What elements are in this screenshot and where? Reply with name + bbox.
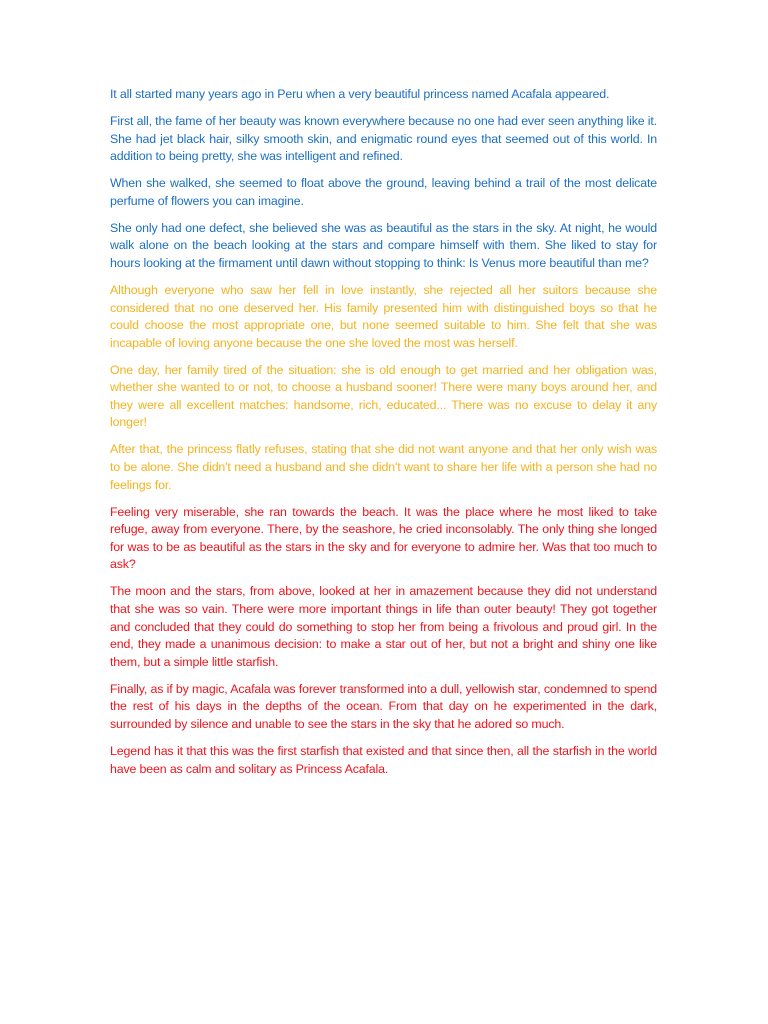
document-page — [110, 86, 657, 787]
story-paragraph: She only had one defect, she believed she was as beautiful as the stars in the sky. At night, he would walk alone on the beach looking at the stars and compare himself with them. She liked to stay for hours looking at the firmament until dawn without stopping to think: Is Venus more beautiful than me? — [110, 220, 657, 270]
story-paragraph: After that, the princess flatly refuses, stating that she did not want anyone and that her only wish was to be alone. She didn't need a husband and she didn't want to share her life with a person she had no feelings for. — [110, 442, 657, 492]
story-paragraph: Feeling very miserable, she ran towards the beach. It was the place where he most liked to take refuge, away from everyone. There, by the seashore, he cried inconsolably. The only thing she longed for was to be as beautiful as the stars in the sky and for everyone to admire her. Was that too much to ask? — [110, 504, 657, 572]
story-paragraph: The moon and the stars, from above, looked at her in amazement because they did not understand that she was so vain. There were more important things in life than outer beauty! They got together and concluded that they could do something to stop her from being a frivolous and proud girl. In the end, they made a unanimous decision: to make a star out of her, but not a bright and shiny one like them, but a simple little starfish. — [110, 584, 657, 669]
story-paragraph: Finally, as if by magic, Acafala was forever transformed into a dull, yellowish star, condemned to spend the rest of his days in the depths of the ocean. From that day on he experimented in the dark, surrounded by silence and unable to see the stars in the sky that he adored so much. — [110, 681, 657, 731]
story-paragraph: It all started many years ago in Peru when a very beautiful princess named Acafala appeared. — [110, 87, 610, 101]
story-paragraph: Although everyone who saw her fell in love instantly, she rejected all her suitors because she considered that no one deserved her. His family presented him with distinguished boys so that he could choose the most appropriate one, but none seemed suitable to him. She felt that she was incapable of loving anyone because the one she loved the most was herself. — [110, 282, 657, 350]
story-paragraph: Legend has it that this was the first starfish that existed and that since then, all the starfish in the world have been as calm and solitary as Princess Acafala. — [110, 743, 657, 776]
story-paragraph: When she walked, she seemed to float above the ground, leaving behind a trail of the most delicate perfume of flowers you can imagine. — [110, 176, 657, 208]
story-paragraph: One day, her family tired of the situation: she is old enough to get married and her obligation was, whether she wanted to or not, to choose a husband sooner! There were many boys around her, and they were all excellent matches: handsome, rich, educated... There was no excuse to delay it any longer! — [110, 362, 657, 430]
story-paragraph: First all, the fame of her beauty was known everywhere because no one had ever seen anything like it. She had jet black hair, silky smooth skin, and enigmatic round eyes that seemed out of this world. In addition to being pretty, she was intelligent and refined. — [110, 113, 657, 164]
